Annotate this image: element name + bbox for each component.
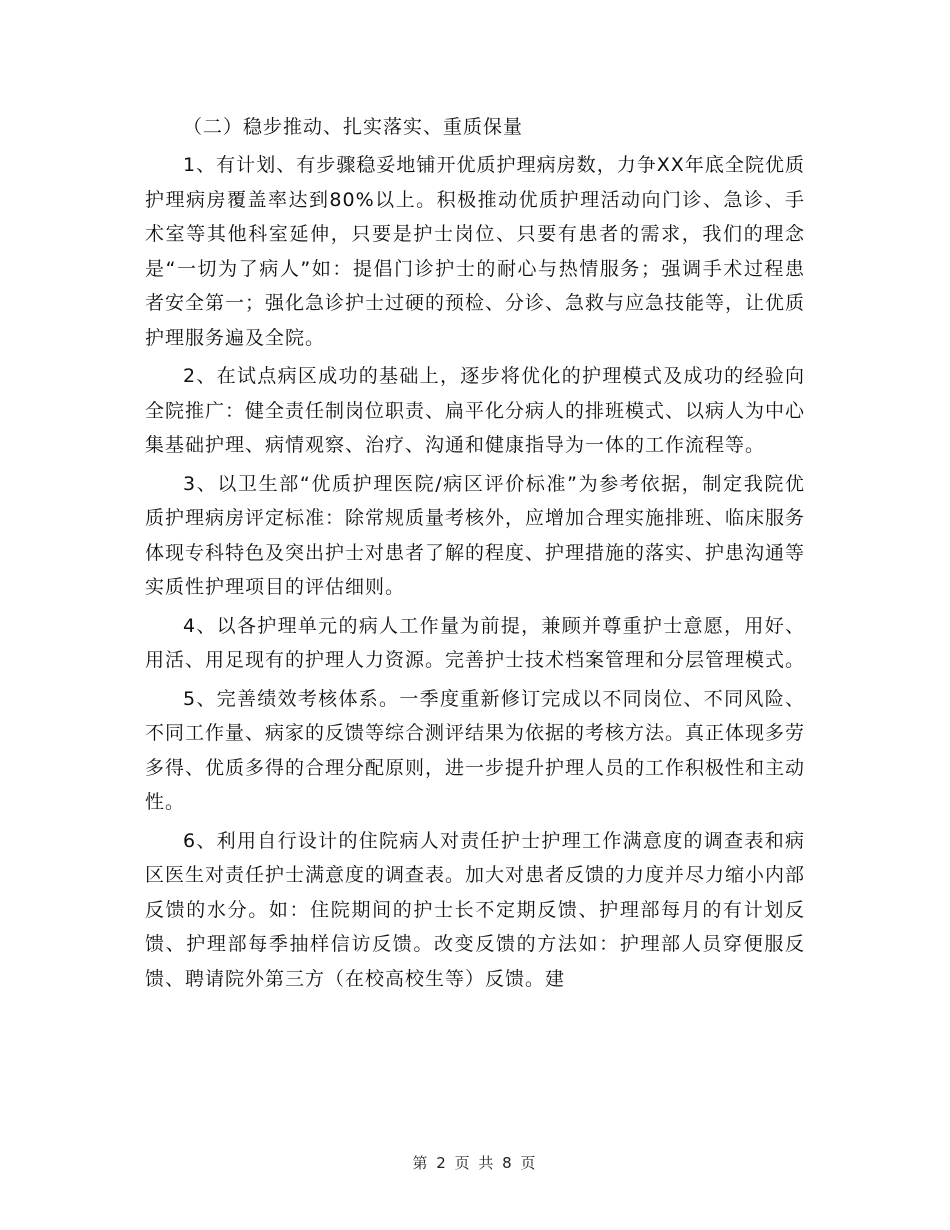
document-body [145,110,805,996]
paragraph-4: 4、以各护理单元的病人工作量为前提，兼顾并尊重护士意愿，用好、用活、用足现有的护理人力资源。完善护士技术档案管理和分层管理模式。 [145,614,806,671]
section-heading: （二）稳步推动、扎实落实、重质保量 [183,116,524,138]
page-number-footer: 第 2 页 共 8 页 [412,1154,538,1172]
paragraph-5: 5、完善绩效考核体系。一季度重新修订完成以不同岗位、不同风险、不同工作量、病家的反馈等综合测评结果为依据的考核方法。真正体现多劳多得、优质多得的合理分配原则，进一步提升护理人员的工作积极性和主动性。 [145,687,806,813]
paragraph-3: 3、以卫生部“优质护理医院/病区评价标准”为参考依据，制定我院优质护理病房评定标准：除常规质量考核外，应增加合理实施排班、临床服务体现专科特色及突出护士对患者了解的程度、护理措施的落实、护患沟通等实质性护理项目的评估细则。 [145,472,806,598]
paragraph-6: 6、利用自行设计的住院病人对责任护士护理工作满意度的调查表和病区医生对责任护士满意度的调查表。加大对患者反馈的力度并尽力缩小内部反馈的水分。如：住院期间的护士长不定期反馈、护理部每月的有计划反馈、护理部每季抽样信访反馈。改变反馈的方法如：护理部人员穿便服反馈、聘请院外第三方（在校高校生等）反馈。建 [145,829,806,990]
paragraph-2: 2、在试点病区成功的基础上，逐步将优化的护理模式及成功的经验向全院推广：健全责任制岗位职责、扁平化分病人的排班模式、以病人为中心集基础护理、病情观察、治疗、沟通和健康指导为一体的工作流程等。 [145,365,806,456]
paragraph-1: 1、有计划、有步骤稳妥地铺开优质护理病房数，力争XX年底全院优质护理病房覆盖率达到80%以上。积极推动优质护理活动向门诊、急诊、手术室等其他科室延伸，只要是护士岗位、只要有患者的需求，我们的理念是“一切为了病人”如：提倡门诊护士的耐心与热情服务；强调手术过程患者安全第一；强化急诊护士过硬的预检、分诊、急救与应急技能等，让优质护理服务遍及全院。 [145,154,806,349]
